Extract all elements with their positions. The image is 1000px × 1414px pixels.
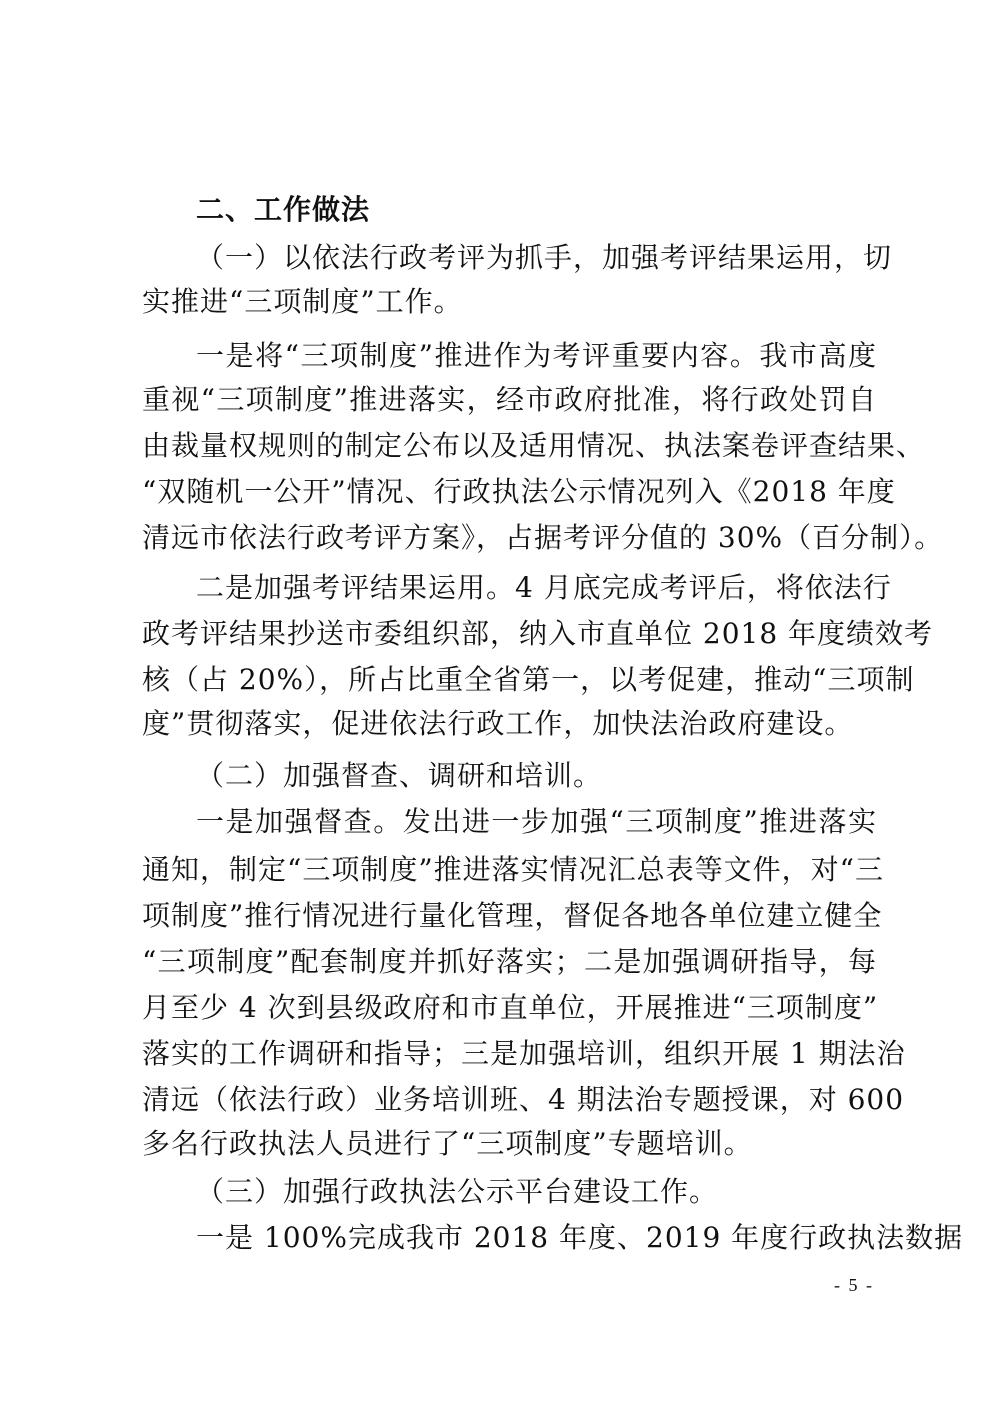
paragraph-3-line-3: 项制度”推行情况进行量化管理，督促各地各单位建立健全	[142, 899, 883, 932]
paragraph-1-line-2: 重视“三项制度”推进落实，经市政府批准，将行政处罚自	[142, 383, 877, 416]
paragraph-3-line-6: 落实的工作调研和指导；三是加强培训，组织开展 1 期法治	[142, 1037, 906, 1070]
paragraph-3-line-7: 清远（依法行政）业务培训班、4 期法治专题授课，对 600	[142, 1083, 905, 1116]
paragraph-3-line-8: 多名行政执法人员进行了“三项制度”专题培训。	[142, 1127, 753, 1160]
paragraph-2-line-3: 核（占 20%），所占比重全省第一，以考促建，推动“三项制	[142, 663, 915, 696]
paragraph-3-line-2: 通知，制定“三项制度”推进落实情况汇总表等文件，对“三	[142, 853, 884, 886]
paragraph-3-line-5: 月至少 4 次到县级政府和市直单位，开展推进“三项制度”	[142, 991, 879, 1024]
paragraph-3-line-4: “三项制度”配套制度并抓好落实；二是加强调研指导，每	[142, 945, 877, 978]
paragraph-1-line-3: 由裁量权规则的制定公布以及适用情况、执法案卷评查结果、	[142, 429, 926, 462]
paragraph-1-line-4: “双随机一公开”情况、行政执法公示情况列入《2018 年度	[142, 475, 896, 508]
paragraph-1-line-5: 清远市依法行政考评方案》，占据考评分值的 30%（百分制）。	[142, 521, 944, 554]
page-number: - 5 -	[834, 1275, 874, 1295]
paragraph-3-line-1: 一是加强督查。发出进一步加强“三项制度”推进落实	[196, 805, 877, 838]
subheading-1-line-2: 实推进“三项制度”工作。	[142, 285, 463, 318]
paragraph-2-line-4: 度”贯彻落实，促进依法行政工作，加快法治政府建设。	[142, 707, 854, 740]
paragraph-2-line-1: 二是加强考评结果运用。4 月底完成考评后，将依法行	[196, 571, 892, 604]
section-title: 二、工作做法	[196, 193, 371, 226]
subheading-1-line-1: （一）以依法行政考评为抓手，加强考评结果运用，切	[196, 241, 893, 274]
paragraph-1-line-1: 一是将“三项制度”推进作为考评重要内容。我市高度	[196, 339, 877, 372]
paragraph-2-line-2: 政考评结果抄送市委组织部，纳入市直单位 2018 年度绩效考	[142, 617, 934, 650]
subheading-3: （三）加强行政执法公示平台建设工作。	[196, 1175, 719, 1208]
paragraph-4-line-1: 一是 100%完成我市 2018 年度、2019 年度行政执法数据	[196, 1221, 964, 1254]
subheading-2: （二）加强督查、调研和培训。	[196, 759, 603, 792]
